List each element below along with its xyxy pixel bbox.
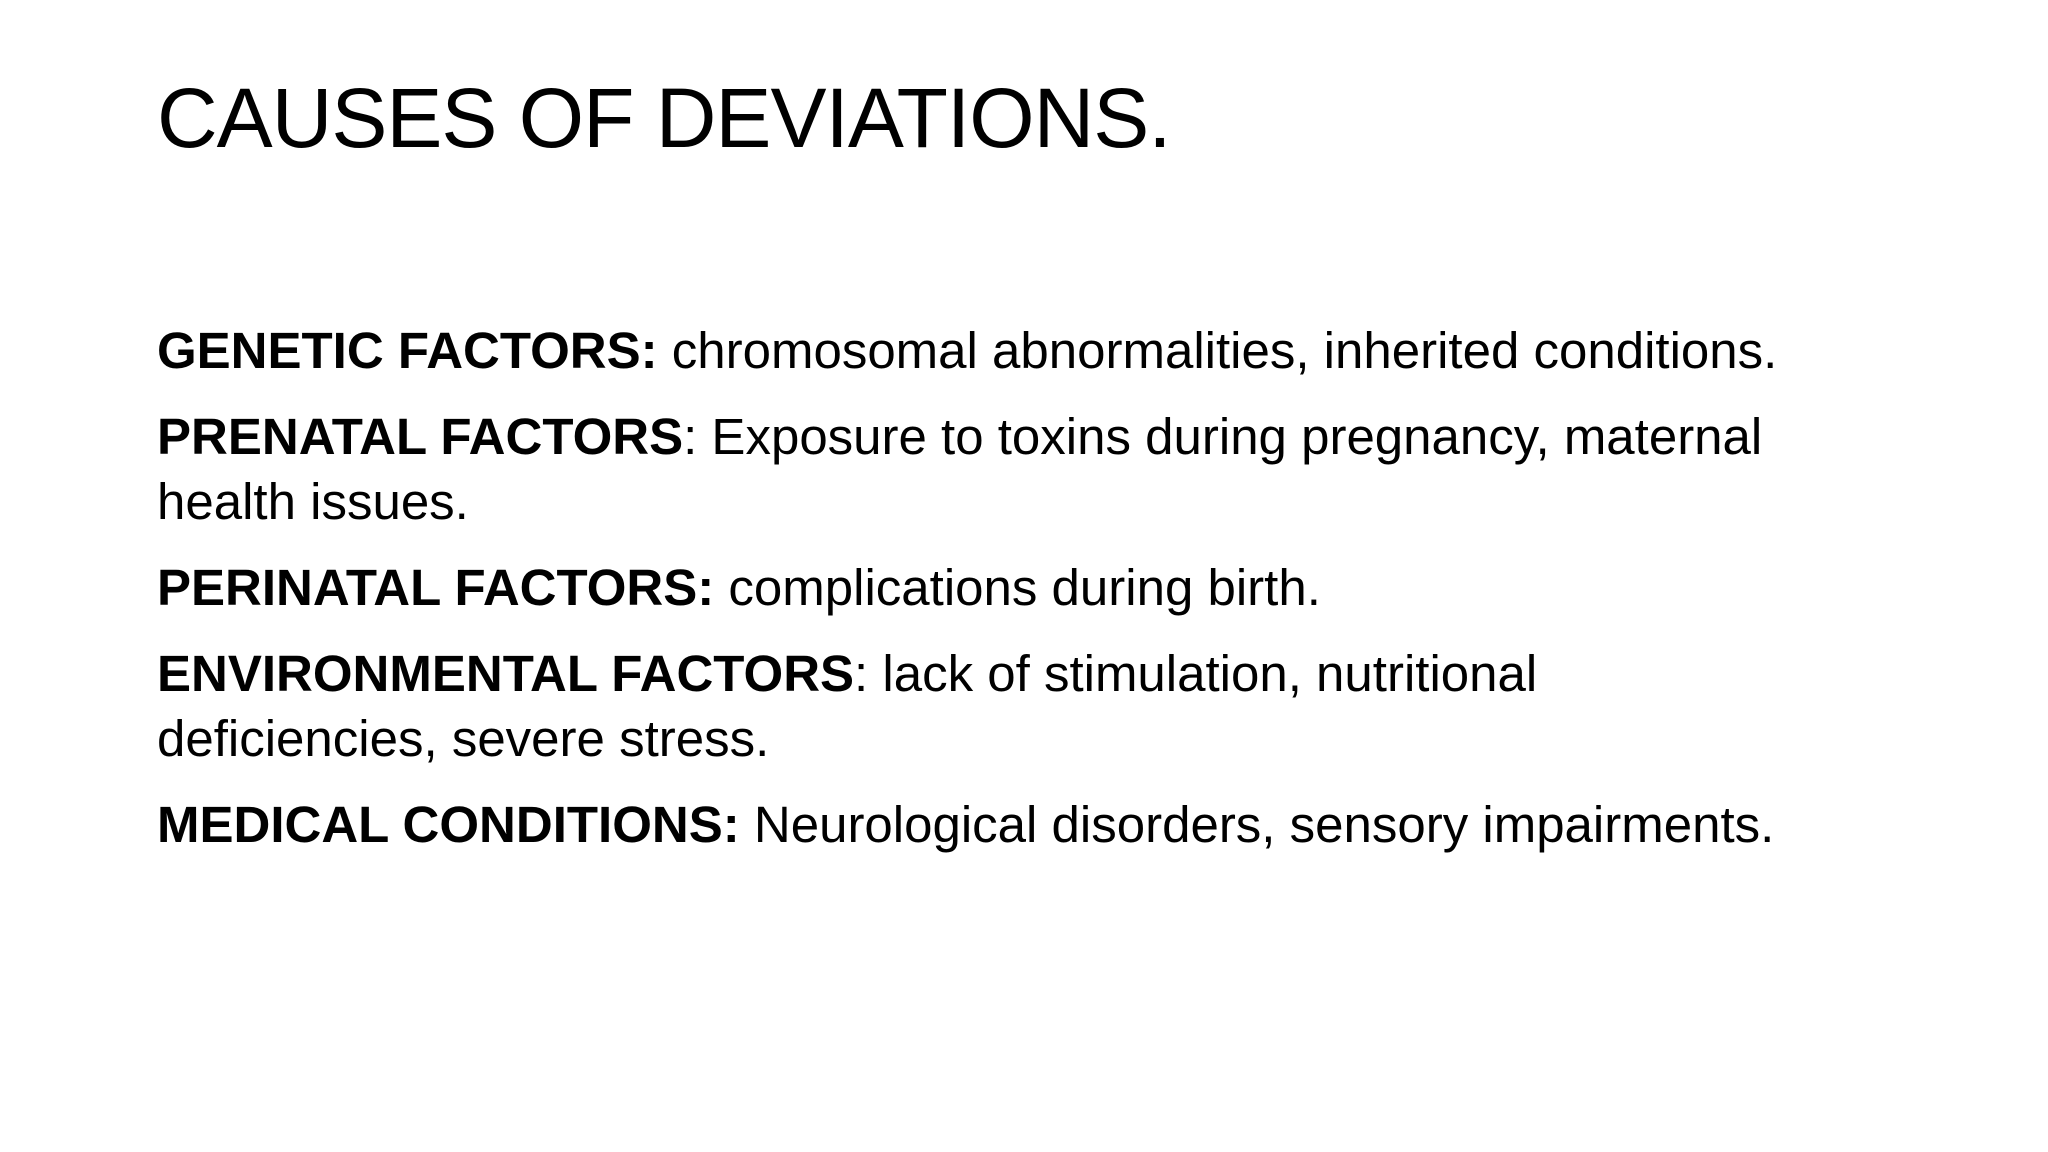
item-text: chromosomal abnormalities, inherited conditions. — [657, 322, 1778, 379]
item-text: Neurological disorders, sensory impairments. — [739, 796, 1775, 853]
item-label: PERINATAL FACTORS: — [157, 559, 715, 616]
list-item-prenatal-factors — [157, 404, 1817, 534]
item-text: complications during birth. — [714, 559, 1321, 616]
slide-body — [157, 318, 1917, 878]
list-item-environmental-factors — [157, 641, 1677, 771]
item-text: : lack of stimulation, nutritional deficiencies, severe stress. — [157, 645, 1538, 767]
item-label: GENETIC FACTORS: — [157, 322, 658, 379]
item-label: MEDICAL CONDITIONS: — [157, 796, 740, 853]
list-item-medical-conditions — [157, 792, 1917, 857]
item-label: ENVIRONMENTAL FACTORS — [157, 645, 855, 702]
slide-title: CAUSES OF DEVIATIONS. — [157, 71, 1171, 165]
item-text: : Exposure to toxins during pregnancy, maternal health issues. — [157, 408, 1763, 530]
item-label: PRENATAL FACTORS — [157, 408, 684, 465]
list-item-genetic-factors — [157, 318, 1917, 383]
list-item-perinatal-factors — [157, 555, 1917, 620]
